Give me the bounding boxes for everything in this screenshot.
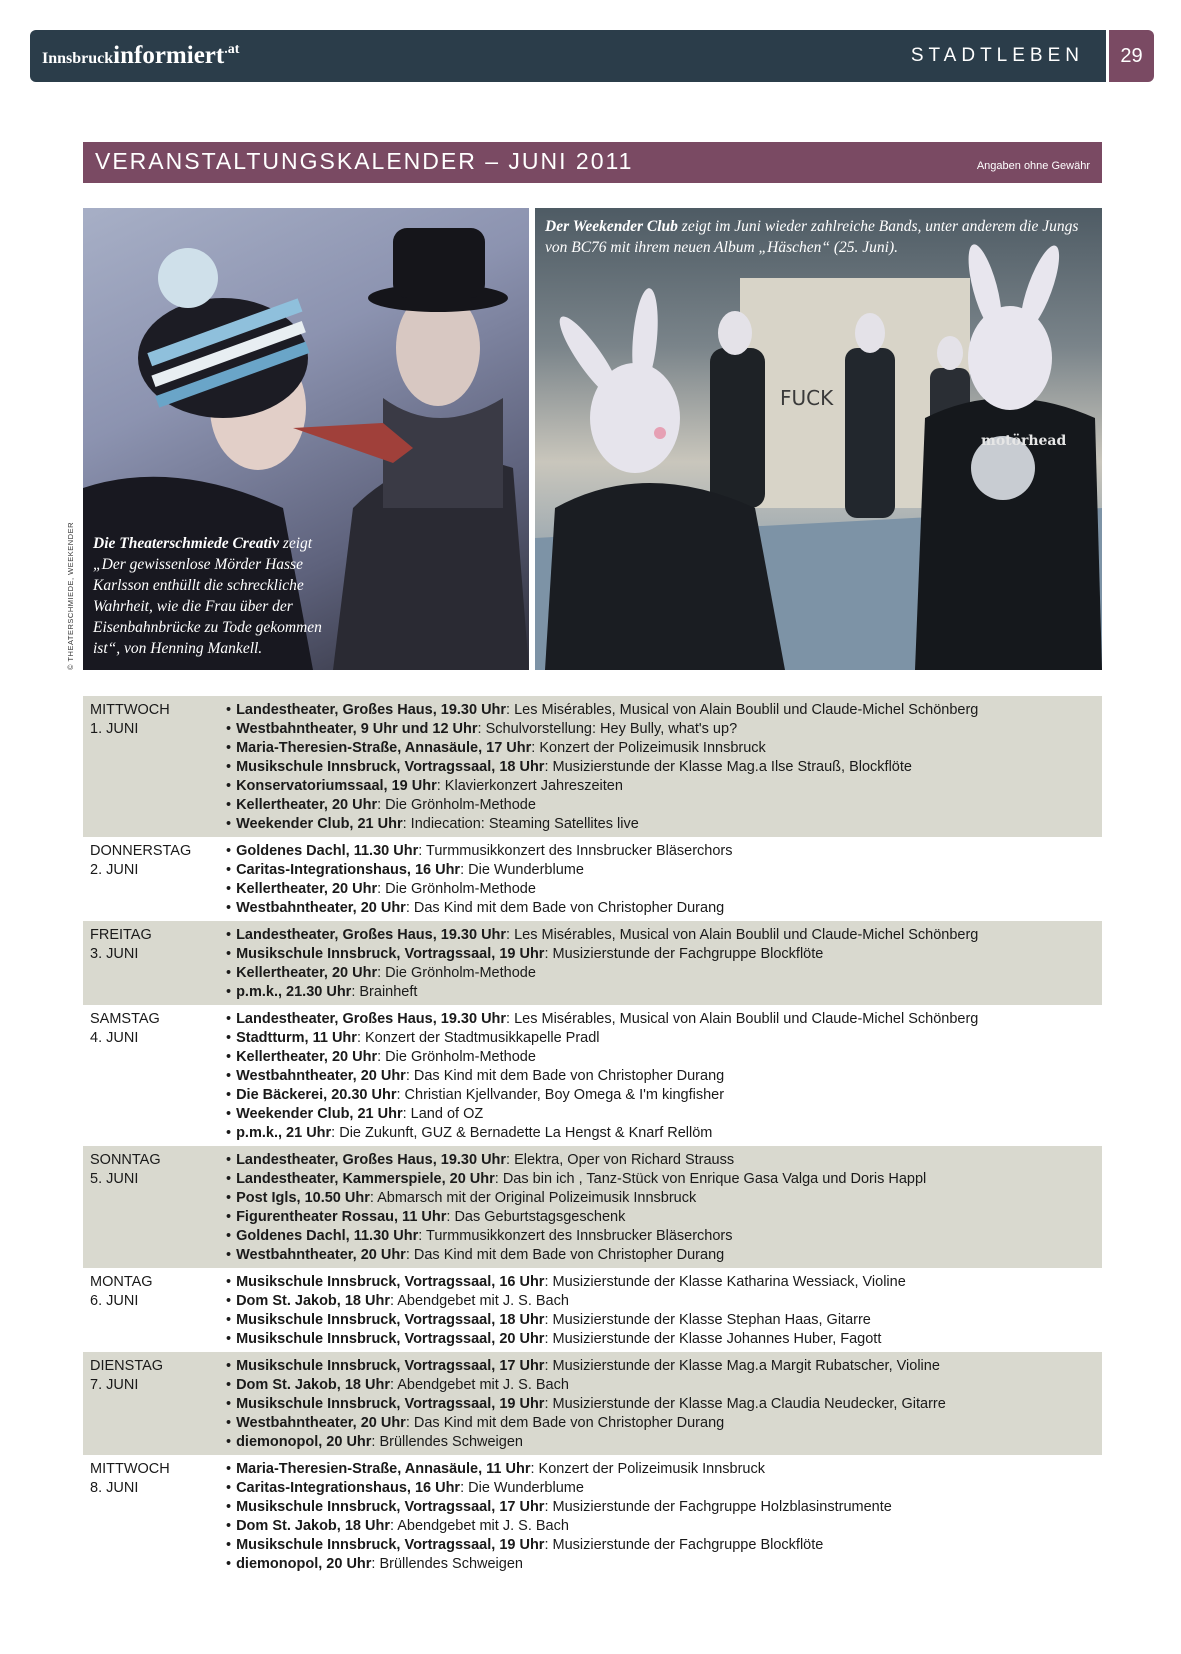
date: 5. JUNI [90, 1171, 139, 1187]
event-description: : Musizierstunde der Fachgruppe Holzblasinstrumente [544, 1499, 892, 1515]
date: 3. JUNI [90, 946, 139, 962]
event-description: : Die Grönholm-Methode [377, 1049, 536, 1065]
event-description: : Christian Kjellvander, Boy Omega & I'm kingfisher [396, 1087, 725, 1103]
event-item [226, 1029, 1102, 1048]
event-item [226, 880, 1102, 899]
date: 2. JUNI [90, 862, 139, 878]
caption-left-bold: Die Theaterschmiede Creativ [93, 535, 279, 552]
event-description: : Musizierstunde der Fachgruppe Blockflöte [544, 1537, 824, 1553]
event-venue: Musikschule Innsbruck, Vortragssaal, 19 Uhr [236, 1537, 545, 1553]
event-item [226, 926, 1102, 945]
event-item [226, 1208, 1102, 1227]
band-shirt-text: motörhead [981, 433, 1067, 449]
event-venue: Westbahntheater, 20 Uhr [236, 900, 406, 916]
event-venue: Die Bäckerei, 20.30 Uhr [236, 1087, 397, 1103]
wall-graffiti: FUCK [780, 386, 834, 410]
event-venue: Figurentheater Rossau, 11 Uhr [236, 1209, 447, 1225]
event-item [226, 1330, 1102, 1349]
day-label [83, 1460, 220, 1574]
day-row [83, 1268, 1102, 1352]
event-venue: Kellertheater, 20 Uhr [236, 965, 378, 981]
caption-right-text: zeigt im Juni wieder zahlreiche Bands, unter anderem die Jungs von BC76 mit ihrem neuen Album „Häschen“ (25. Juni). [545, 218, 1079, 256]
event-venue: Post Igls, 10.50 Uhr [236, 1190, 370, 1206]
event-description: : Brainheft [351, 984, 418, 1000]
weekday: MITTWOCH [90, 1461, 170, 1477]
event-item [226, 739, 1102, 758]
event-item [226, 1048, 1102, 1067]
event-list [220, 1273, 1102, 1349]
logo-main: informiert [113, 42, 225, 69]
event-item [226, 1357, 1102, 1376]
event-item [226, 1010, 1102, 1029]
event-description: : Die Zukunft, GUZ & Bernadette La Hengst & Knarf Rellöm [331, 1125, 713, 1141]
event-venue: Stadtturm, 11 Uhr [236, 1030, 357, 1046]
event-description: : Turmmusikkonzert des Innsbrucker Bläserchors [418, 843, 733, 859]
event-description: : Das bin ich , Tanz-Stück von Enrique Gasa Valga und Doris Happl [494, 1171, 927, 1187]
date: 4. JUNI [90, 1030, 139, 1046]
event-venue: Maria-Theresien-Straße, Annasäule, 17 Uhr [236, 740, 532, 756]
event-description: : Abendgebet mit J. S. Bach [389, 1377, 569, 1393]
event-venue: Musikschule Innsbruck, Vortragssaal, 17 Uhr [236, 1499, 545, 1515]
event-item [226, 1273, 1102, 1292]
header-bar [30, 30, 1106, 82]
event-item [226, 1292, 1102, 1311]
event-venue: diemonopol, 20 Uhr [236, 1556, 372, 1572]
date: 8. JUNI [90, 1480, 139, 1496]
event-description: : Das Kind mit dem Bade von Christopher Durang [405, 1068, 725, 1084]
event-item [226, 1151, 1102, 1170]
event-item [226, 945, 1102, 964]
event-list [220, 701, 1102, 834]
event-item [226, 861, 1102, 880]
event-venue: Kellertheater, 20 Uhr [236, 881, 378, 897]
event-item [226, 1376, 1102, 1395]
event-item [226, 796, 1102, 815]
event-venue: Musikschule Innsbruck, Vortragssaal, 18 Uhr [236, 1312, 545, 1328]
event-venue: Musikschule Innsbruck, Vortragssaal, 17 Uhr [236, 1358, 545, 1374]
event-description: : Musizierstunde der Klasse Mag.a Margit Rubatscher, Violine [544, 1358, 940, 1374]
event-item [226, 1067, 1102, 1086]
theater-photo [83, 208, 529, 670]
event-venue: Musikschule Innsbruck, Vortragssaal, 19 Uhr [236, 1396, 545, 1412]
event-item [226, 899, 1102, 918]
event-list [220, 842, 1102, 918]
event-item [226, 1170, 1102, 1189]
day-label [83, 1151, 220, 1265]
event-description: : Konzert der Polizeimusik Innsbruck [531, 740, 766, 756]
event-venue: Weekender Club, 21 Uhr [236, 1106, 403, 1122]
event-description: : Musizierstunde der Klasse Mag.a Ilse Strauß, Blockflöte [544, 759, 912, 775]
event-description: : Abmarsch mit der Original Polizeimusik Innsbruck [369, 1190, 697, 1206]
event-venue: Landestheater, Kammerspiele, 20 Uhr [236, 1171, 495, 1187]
event-venue: Musikschule Innsbruck, Vortragssaal, 16 Uhr [236, 1274, 545, 1290]
page-number: 29 [1109, 30, 1154, 82]
event-venue: Landestheater, Großes Haus, 19.30 Uhr [236, 702, 507, 718]
event-item [226, 1536, 1102, 1555]
event-description: : Das Geburtstagsgeschenk [446, 1209, 626, 1225]
event-venue: Dom St. Jakob, 18 Uhr [236, 1293, 390, 1309]
event-list [220, 1151, 1102, 1265]
weekday: SAMSTAG [90, 1011, 160, 1027]
day-row [83, 1352, 1102, 1455]
event-description: : Turmmusikkonzert des Innsbrucker Bläserchors [418, 1228, 733, 1244]
event-venue: Caritas-Integrationshaus, 16 Uhr [236, 1480, 461, 1496]
event-item [226, 1246, 1102, 1265]
event-item [226, 964, 1102, 983]
event-description: : Klavierkonzert Jahreszeiten [436, 778, 623, 794]
date: 6. JUNI [90, 1293, 139, 1309]
event-item [226, 983, 1102, 1002]
logo-suffix: .at [224, 42, 240, 57]
event-description: : Konzert der Polizeimusik Innsbruck [530, 1461, 765, 1477]
event-venue: Dom St. Jakob, 18 Uhr [236, 1377, 390, 1393]
day-label [83, 1357, 220, 1452]
event-item [226, 1311, 1102, 1330]
logo[interactable] [42, 42, 239, 70]
event-item [226, 842, 1102, 861]
day-row [83, 837, 1102, 921]
event-description: : Die Grönholm-Methode [377, 965, 536, 981]
day-label [83, 842, 220, 918]
event-venue: Westbahntheater, 9 Uhr und 12 Uhr [236, 721, 478, 737]
event-list [220, 926, 1102, 1002]
event-venue: Musikschule Innsbruck, Vortragssaal, 19 Uhr [236, 946, 545, 962]
event-item [226, 1498, 1102, 1517]
event-venue: Weekender Club, 21 Uhr [236, 816, 403, 832]
weekday: MITTWOCH [90, 702, 170, 718]
event-item [226, 1105, 1102, 1124]
calendar-title-bar [83, 142, 1102, 183]
weekday: MONTAG [90, 1274, 153, 1290]
day-row [83, 696, 1102, 837]
event-venue: Westbahntheater, 20 Uhr [236, 1415, 406, 1431]
event-description: : Das Kind mit dem Bade von Christopher Durang [405, 1415, 725, 1431]
day-row [83, 1455, 1102, 1577]
event-item [226, 1460, 1102, 1479]
logo-small: Innsbruck [42, 50, 114, 67]
event-venue: Musikschule Innsbruck, Vortragssaal, 18 Uhr [236, 759, 545, 775]
event-item [226, 1517, 1102, 1536]
event-list [220, 1010, 1102, 1143]
date: 1. JUNI [90, 721, 139, 737]
event-list [220, 1357, 1102, 1452]
event-venue: Dom St. Jakob, 18 Uhr [236, 1518, 390, 1534]
event-description: : Indiecation: Steaming Satellites live [402, 816, 639, 832]
event-item [226, 777, 1102, 796]
event-item [226, 1479, 1102, 1498]
event-item [226, 1086, 1102, 1105]
event-item [226, 701, 1102, 720]
event-description: : Die Grönholm-Methode [377, 881, 536, 897]
event-description: : Das Kind mit dem Bade von Christopher Durang [405, 900, 725, 916]
event-item [226, 1433, 1102, 1452]
day-row [83, 921, 1102, 1005]
caption-left-text: zeigt „Der gewissenlose Mörder Hasse Karlsson enthüllt die schreckliche Wahrheit, wie die Frau über der Eisenbahnbrücke zu Tode gekommen ist“, von Henning Mankell. [93, 535, 322, 657]
event-item [226, 720, 1102, 739]
event-venue: Konservatoriumssaal, 19 Uhr [236, 778, 437, 794]
event-item [226, 815, 1102, 834]
event-venue: Westbahntheater, 20 Uhr [236, 1068, 406, 1084]
event-description: : Les Misérables, Musical von Alain Boublil und Claude-Michel Schönberg [506, 702, 979, 718]
event-description: : Die Wunderblume [460, 1480, 584, 1496]
event-item [226, 1189, 1102, 1208]
event-venue: Landestheater, Großes Haus, 19.30 Uhr [236, 1152, 507, 1168]
event-description: : Musizierstunde der Klasse Johannes Huber, Fagott [544, 1331, 882, 1347]
event-description: : Land of OZ [402, 1106, 484, 1122]
event-description: : Musizierstunde der Klasse Mag.a Claudia Neudecker, Gitarre [544, 1396, 946, 1412]
event-item [226, 1227, 1102, 1246]
event-description: : Elektra, Oper von Richard Strauss [506, 1152, 735, 1168]
event-venue: Westbahntheater, 20 Uhr [236, 1247, 406, 1263]
event-description: : Schulvorstellung: Hey Bully, what's up? [477, 721, 738, 737]
event-description: : Die Grönholm-Methode [377, 797, 536, 813]
event-description: : Musizierstunde der Klasse Katharina Wessiack, Violine [544, 1274, 906, 1290]
event-description: : Abendgebet mit J. S. Bach [389, 1518, 569, 1534]
event-venue: Goldenes Dachl, 11.30 Uhr [236, 843, 419, 859]
event-list [220, 1460, 1102, 1574]
event-description: : Les Misérables, Musical von Alain Boublil und Claude-Michel Schönberg [506, 1011, 979, 1027]
day-row [83, 1146, 1102, 1268]
photo-right-caption [545, 216, 1090, 258]
event-venue: Kellertheater, 20 Uhr [236, 1049, 378, 1065]
event-venue: Landestheater, Großes Haus, 19.30 Uhr [236, 1011, 507, 1027]
event-venue: Landestheater, Großes Haus, 19.30 Uhr [236, 927, 507, 943]
event-venue: Kellertheater, 20 Uhr [236, 797, 378, 813]
day-label [83, 1273, 220, 1349]
event-item [226, 1124, 1102, 1143]
event-venue: Caritas-Integrationshaus, 16 Uhr [236, 862, 461, 878]
event-item [226, 758, 1102, 777]
event-description: : Brüllendes Schweigen [371, 1556, 523, 1572]
event-venue: p.m.k., 21 Uhr [236, 1125, 332, 1141]
weekday: DIENSTAG [90, 1358, 164, 1374]
section-title: STADTLEBEN [910, 45, 1084, 66]
weekday: FREITAG [90, 927, 152, 943]
photo-credit: © THEATERSCHMIEDE, WEEKENDER [66, 521, 75, 670]
event-calendar [83, 696, 1102, 1577]
page-title: VERANSTALTUNGSKALENDER – JUNI 2011 [95, 148, 634, 174]
weekday: SONNTAG [90, 1152, 161, 1168]
photo-left-caption [93, 533, 323, 659]
event-item [226, 1555, 1102, 1574]
caption-right-bold: Der Weekender Club [545, 218, 678, 235]
day-row [83, 1005, 1102, 1146]
event-description: : Les Misérables, Musical von Alain Boublil und Claude-Michel Schönberg [506, 927, 979, 943]
date: 7. JUNI [90, 1377, 139, 1393]
event-venue: Goldenes Dachl, 11.30 Uhr [236, 1228, 419, 1244]
day-label [83, 701, 220, 834]
event-description: : Das Kind mit dem Bade von Christopher Durang [405, 1247, 725, 1263]
event-venue: p.m.k., 21.30 Uhr [236, 984, 352, 1000]
band-photo [535, 208, 1102, 670]
event-description: : Konzert der Stadtmusikkapelle Pradl [356, 1030, 600, 1046]
event-description: : Die Wunderblume [460, 862, 584, 878]
event-item [226, 1395, 1102, 1414]
event-description: : Musizierstunde der Klasse Stephan Haas, Gitarre [544, 1312, 871, 1328]
event-venue: Maria-Theresien-Straße, Annasäule, 11 Uhr [236, 1461, 531, 1477]
event-venue: Musikschule Innsbruck, Vortragssaal, 20 Uhr [236, 1331, 545, 1347]
day-label [83, 1010, 220, 1143]
disclaimer: Angaben ohne Gewähr [976, 160, 1090, 172]
day-label [83, 926, 220, 1002]
event-description: : Musizierstunde der Fachgruppe Blockflöte [544, 946, 824, 962]
event-item [226, 1414, 1102, 1433]
event-venue: diemonopol, 20 Uhr [236, 1434, 372, 1450]
event-description: : Abendgebet mit J. S. Bach [389, 1293, 569, 1309]
event-description: : Brüllendes Schweigen [371, 1434, 523, 1450]
weekday: DONNERSTAG [90, 843, 192, 859]
